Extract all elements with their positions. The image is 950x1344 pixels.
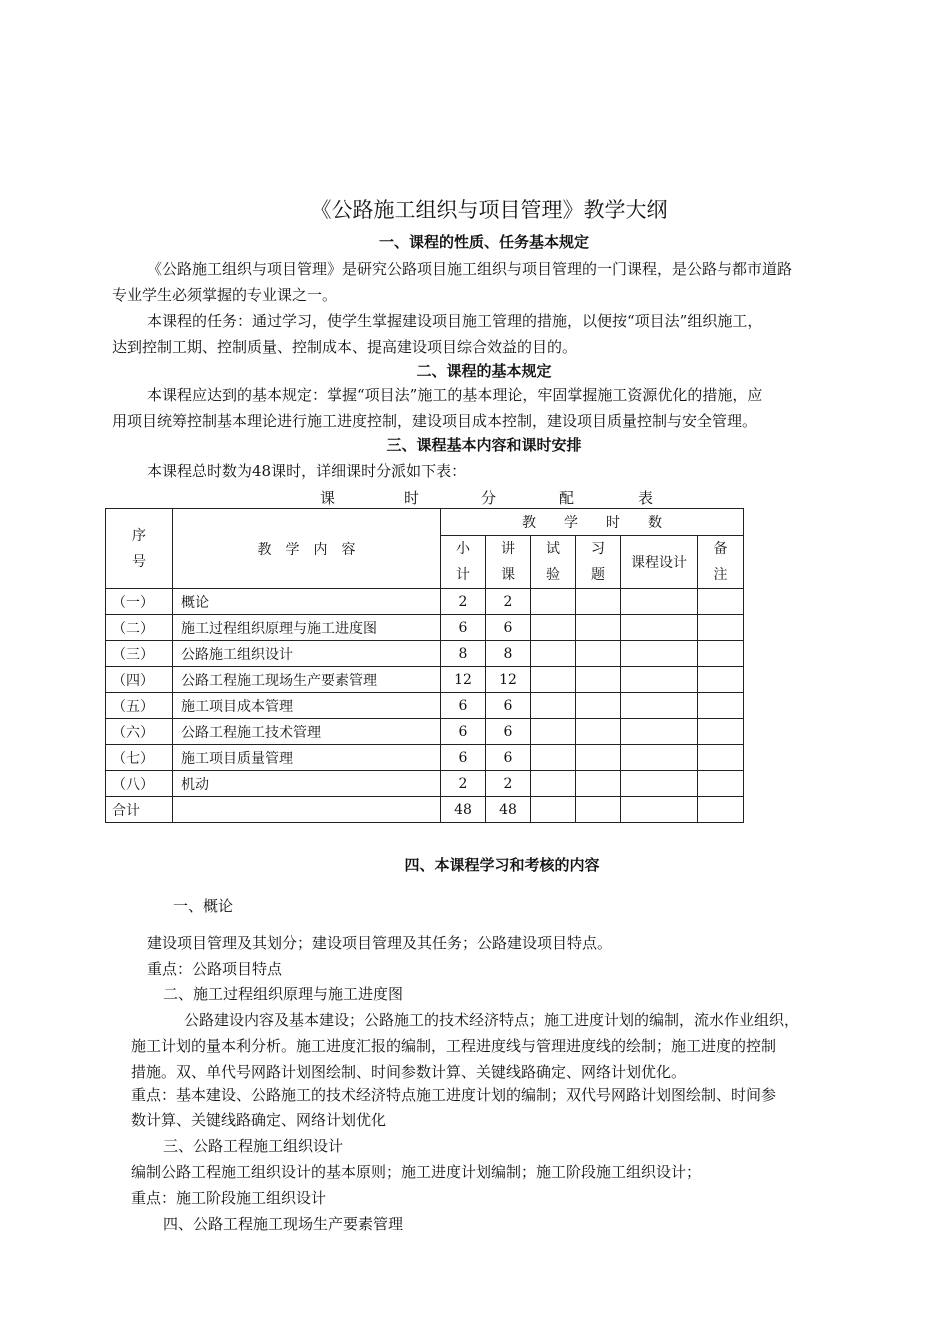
table-row (106, 641, 744, 667)
table-row (106, 615, 744, 641)
table-caption-char: 配 (559, 489, 575, 507)
table-row (106, 693, 744, 719)
section-2-heading: 二、课程的基本规定 (416, 362, 552, 380)
header-subtotal: 小 计 (441, 536, 486, 589)
cell-seq: （四） (106, 667, 173, 693)
cell-content: 公路工程施工现场生产要素管理 (173, 667, 441, 693)
cell-seq: （八） (106, 771, 173, 797)
table-row (106, 719, 744, 745)
s2-para1-line1: 本课程应达到的基本规定：掌握“项目法”施工的基本理论，牢固掌握施工资源优化的措施，应 (147, 386, 763, 404)
header-content: 教 学 内 容 (173, 509, 441, 589)
cell-lecture: 6 (486, 615, 531, 641)
section-4-heading: 四、本课程学习和考核的内容 (404, 856, 600, 874)
cell-content: 公路施工组织设计 (173, 641, 441, 667)
cell-seq: （一） (106, 589, 173, 615)
header-seq: 序 号 (106, 509, 173, 589)
table-caption-char: 课 (320, 489, 336, 507)
cell-content (173, 797, 441, 823)
cell-content: 机动 (173, 771, 441, 797)
chapter-2-key-line2: 数计算、关键线路确定、网络计划优化 (131, 1111, 387, 1129)
cell-content: 公路工程施工技术管理 (173, 719, 441, 745)
table-row (106, 667, 744, 693)
cell-subtotal: 6 (441, 745, 486, 771)
chapter-2-line2: 施工计划的量本利分析。施工进度汇报的编制，工程进度线与管理进度线的绘制；施工进度的控制 (131, 1037, 777, 1055)
chapter-1-text: 建设项目管理及其划分；建设项目管理及其任务；公路建设项目特点。 (147, 934, 613, 952)
cell-subtotal: 6 (441, 615, 486, 641)
cell-lecture: 6 (486, 745, 531, 771)
table-caption-char: 表 (638, 489, 654, 507)
section-1-heading: 一、课程的性质、任务基本规定 (378, 233, 589, 251)
cell-subtotal: 6 (441, 719, 486, 745)
cell-seq: （三） (106, 641, 173, 667)
cell-lecture: 2 (486, 771, 531, 797)
cell-seq: （六） (106, 719, 173, 745)
cell-subtotal: 2 (441, 589, 486, 615)
page-title: 《公路施工组织与项目管理》教学大纲 (310, 198, 668, 222)
table-total-row (106, 797, 744, 823)
cell-total-lecture: 48 (486, 797, 531, 823)
cell-subtotal: 12 (441, 667, 486, 693)
header-experiment: 试 验 (531, 536, 576, 589)
s2-para1-line2: 用项目统筹控制基本理论进行施工进度控制，建设项目成本控制，建设项目质量控制与安全管理。 (112, 412, 758, 430)
table-row (106, 745, 744, 771)
cell-lecture: 12 (486, 667, 531, 693)
chapter-2-line1: 公路建设内容及基本建设；公路施工的技术经济特点；施工进度计划的编制，流水作业组织， (184, 1011, 800, 1029)
table-caption-char: 时 (404, 489, 420, 507)
header-course-design: 课程设计 (621, 536, 698, 589)
cell-lecture: 6 (486, 693, 531, 719)
chapter-3-key: 重点：施工阶段施工组织设计 (131, 1189, 327, 1207)
cell-subtotal: 8 (441, 641, 486, 667)
table-caption-char: 分 (481, 489, 497, 507)
header-hours: 教 学 时 数 (441, 509, 744, 536)
cell-content: 施工项目质量管理 (173, 745, 441, 771)
chapter-1-key: 重点：公路项目特点 (147, 960, 283, 978)
cell-content: 施工过程组织原理与施工进度图 (173, 615, 441, 641)
cell-lecture: 6 (486, 719, 531, 745)
chapter-2-title: 二、施工过程组织原理与施工进度图 (163, 985, 404, 1003)
cell-content: 概论 (173, 589, 441, 615)
cell-lecture: 2 (486, 589, 531, 615)
s1-para1-line1: 《公路施工组织与项目管理》是研究公路项目施工组织与项目管理的一门课程，是公路与都市道路 (147, 260, 793, 278)
header-lecture: 讲 课 (486, 536, 531, 589)
s1-para2-line2: 达到控制工期、控制质量、控制成本、提高建设项目综合效益的目的。 (112, 338, 578, 356)
cell-seq: （五） (106, 693, 173, 719)
chapter-4-title: 四、公路工程施工现场生产要素管理 (163, 1215, 404, 1233)
s1-para2-line1: 本课程的任务：通过学习，使学生掌握建设项目施工管理的措施，以便按“项目法”组织施工， (147, 312, 763, 330)
cell-lecture: 8 (486, 641, 531, 667)
header-note: 备 注 (698, 536, 744, 589)
cell-seq: （二） (106, 615, 173, 641)
cell-total-label: 合计 (106, 797, 173, 823)
header-exercise: 习 题 (576, 536, 621, 589)
chapter-2-key-line1: 重点：基本建设、公路施工的技术经济特点施工进度计划的编制；双代号网路计划图绘制、时间参 (131, 1086, 777, 1104)
table-row (106, 589, 744, 615)
section-3-heading: 三、课程基本内容和课时安排 (386, 436, 582, 454)
cell-content: 施工项目成本管理 (173, 693, 441, 719)
s3-intro: 本课程总时数为48课时，详细课时分派如下表： (147, 462, 467, 480)
chapter-3-title: 三、公路工程施工组织设计 (163, 1137, 344, 1155)
s1-para1-line2: 专业学生必须掌握的专业课之一。 (112, 286, 338, 304)
table-row (106, 771, 744, 797)
hours-table (105, 508, 744, 823)
cell-seq: （七） (106, 745, 173, 771)
chapter-1-title: 一、概论 (173, 897, 234, 915)
cell-subtotal: 2 (441, 771, 486, 797)
chapter-3-text: 编制公路工程施工组织设计的基本原则；施工进度计划编制；施工阶段施工组织设计； (131, 1163, 702, 1181)
cell-total-subtotal: 48 (441, 797, 486, 823)
cell-subtotal: 6 (441, 693, 486, 719)
chapter-2-line3: 措施。双、单代号网路计划图绘制、时间参数计算、关键线路确定、网络计划优化。 (131, 1063, 687, 1081)
